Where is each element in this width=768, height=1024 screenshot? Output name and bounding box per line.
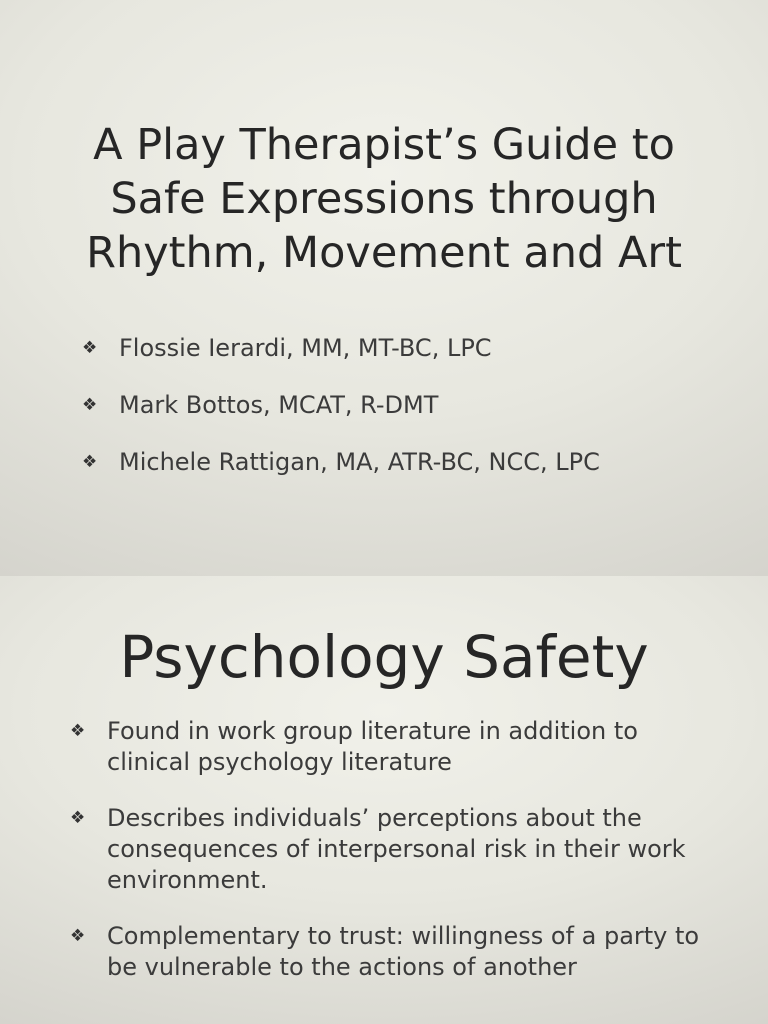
- bullet-text: Complementary to trust: willingness of a party to be vulnerable to the actions of another: [107, 922, 700, 981]
- four-diamond-bullet-icon: ❖: [82, 338, 98, 358]
- four-diamond-bullet-icon: ❖: [82, 395, 98, 415]
- presenter-item: [82, 333, 722, 390]
- four-diamond-bullet-icon: ❖: [70, 721, 86, 741]
- content-bullet-item: [70, 803, 710, 896]
- presenter-name: Mark Bottos, MCAT, R-DMT: [119, 391, 439, 419]
- bullet-text: Describes individuals’ perceptions about the consequences of interpersonal risk in their work environment.: [107, 804, 686, 894]
- slide-heading: Psychology Safety: [119, 623, 649, 691]
- four-diamond-bullet-icon: ❖: [82, 452, 98, 472]
- bullet-text: Found in work group literature in addition to clinical psychology literature: [107, 717, 638, 776]
- content-bullet-item: [70, 921, 710, 983]
- presenter-item: [82, 390, 722, 447]
- four-diamond-bullet-icon: ❖: [70, 808, 86, 828]
- presenter-item: [82, 447, 722, 504]
- presenter-name: Flossie Ierardi, MM, MT-BC, LPC: [119, 334, 492, 362]
- content-bullet-list: [70, 716, 710, 1008]
- title-line: A Play Therapist’s Guide to: [93, 120, 675, 170]
- title-line: Safe Expressions through: [110, 174, 658, 224]
- title-line: Rhythm, Movement and Art: [86, 228, 682, 278]
- content-bullet-item: [70, 716, 710, 778]
- four-diamond-bullet-icon: ❖: [70, 926, 86, 946]
- presentation-title: [0, 118, 768, 280]
- presenter-list: [82, 333, 722, 504]
- slide-psychology-safety: [0, 576, 768, 1024]
- presenter-name: Michele Rattigan, MA, ATR-BC, NCC, LPC: [119, 448, 600, 476]
